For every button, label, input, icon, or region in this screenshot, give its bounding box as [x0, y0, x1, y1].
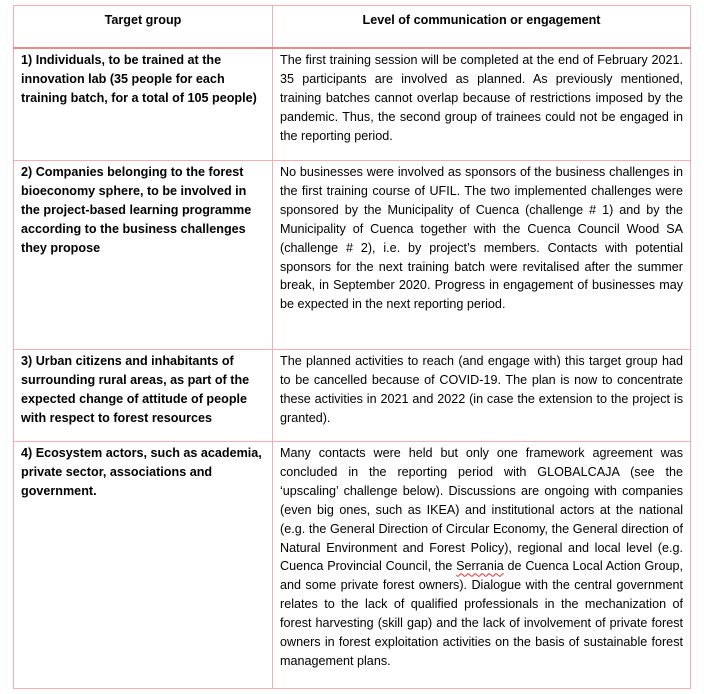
header-level-of-communication: Level of communication or engagement — [273, 6, 691, 49]
engagement-level-cell — [273, 442, 691, 689]
table-row — [14, 350, 691, 442]
table-row — [14, 48, 691, 161]
engagement-level-cell: The planned activities to reach (and engage with) this target group had to be cancelled because of COVID-19. The plan is now to concentrate these activities in 2021 and 2022 (in case the extension to the project is granted). — [273, 350, 691, 442]
engagement-level-cell: The first training session will be completed at the end of February 2021. 35 participants are involved as planned. As previously mentioned, training batches cannot overlap because of restrictions imposed by the pandemic. Thus, the second group of trainees could not be engaged in the reporting period. — [273, 48, 691, 161]
engagement-text-part: de Cuenca Local Action Group, and some private forest owners). Dialogue with the central government relates to the lack of qualified professionals in the mechanization of forest harvesting (skill gap) and the lack of involvement of private forest owners in forest exploitation activities on the basis of sustainable forest management plans. — [280, 559, 683, 668]
target-group-cell: 4) Ecosystem actors, such as academia, private sector, associations and government. — [14, 442, 273, 689]
document-page — [13, 5, 690, 689]
header-target-group: Target group — [14, 6, 273, 49]
table-header-row — [14, 6, 691, 49]
target-group-table — [13, 5, 691, 689]
engagement-level-cell: No businesses were involved as sponsors of the business challenges in the first training course of UFIL. The two implemented challenges were sponsored by the Municipality of Cuenca (challenge # 1) and by the Municipality of Cuenca together with the Cuenca Council Wood SA (challenge # 2), i.e. by project’s members. Contacts with potential sponsors for the next training batch were revitalised after the summer break, in September 2020. Progress in engagement of businesses may be expected in the next reporting period. — [273, 161, 691, 350]
engagement-text-part: Many contacts were held but only one framework agreement was concluded in the reporting period with GLOBALCAJA (see the ‘upscaling’ challenge below). Discussions are ongoing with companies (even big ones, such as IKEA) and institutional actors at the national (e.g. the General Direction of Circular Economy, the General direction of Natural Environment and Forest Policy), regional and local level (e.g. Cuenca Provincial Council, the — [280, 446, 683, 574]
target-group-cell: 1) Individuals, to be trained at the innovation lab (35 people for each training batch, for a total of 105 people) — [14, 48, 273, 161]
table-row — [14, 442, 691, 689]
table-row — [14, 161, 691, 350]
spellcheck-flagged-word: Serrania — [456, 559, 504, 574]
target-group-cell: 2) Companies belonging to the forest bioeconomy sphere, to be involved in the project-based learning programme according to the business challenges they propose — [14, 161, 273, 350]
target-group-cell: 3) Urban citizens and inhabitants of surrounding rural areas, as part of the expected change of attitude of people with respect to forest resources — [14, 350, 273, 442]
